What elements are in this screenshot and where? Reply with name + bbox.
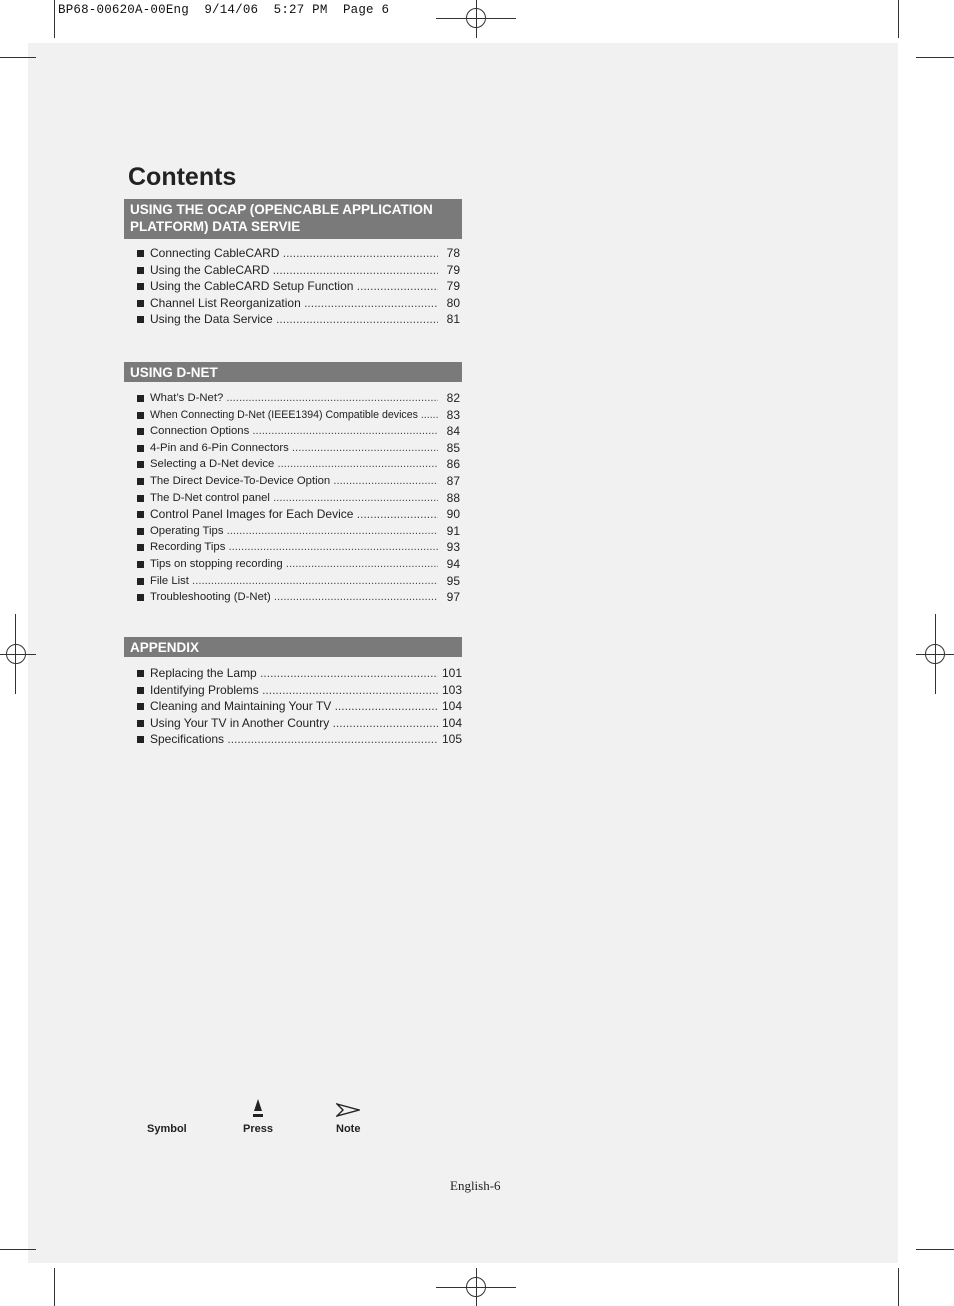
toc-item-label: Using the CableCARD .....: [150, 262, 438, 279]
print-header: BP68-00620A-00Eng 9/14/06 5:27 PM Page 6: [58, 3, 390, 17]
toc-item-label: Operating Tips .....: [150, 523, 438, 540]
crop-mark: [54, 1268, 55, 1306]
bullet-icon: [137, 687, 144, 694]
legend-note-label: Note: [336, 1123, 361, 1135]
toc-item-label: File List .....: [150, 573, 438, 590]
crop-mark: [898, 0, 899, 38]
bullet-icon: [137, 395, 144, 402]
bullet-icon: [137, 445, 144, 452]
bullet-icon: [137, 544, 144, 551]
crop-mark: [0, 57, 36, 58]
toc-item-page: 79: [446, 279, 460, 294]
page-title: Contents: [128, 163, 237, 191]
toc-item-page: 97: [446, 590, 460, 605]
bullet-icon: [137, 736, 144, 743]
toc-item-page: 91: [446, 523, 460, 538]
toc-item-label: What’s D-Net? .....: [150, 390, 438, 407]
bullet-icon: [137, 578, 144, 585]
toc-item-page: 94: [446, 556, 460, 571]
toc-list-appendix: [137, 665, 462, 748]
section-heading-ocap: USING THE OCAP (OPENCABLE APPLICATION PLATFORM) DATA SERVIE: [124, 199, 462, 239]
bullet-icon: [137, 594, 144, 601]
toc-item[interactable]: [137, 731, 462, 748]
toc-item-page: 86: [446, 457, 460, 472]
toc-item-label: Channel List Reorganization .....: [150, 295, 438, 312]
toc-item-label: Connection Options .....: [150, 423, 438, 440]
bullet-icon: [137, 461, 144, 468]
toc-item-page: 93: [446, 540, 460, 555]
toc-item[interactable]: [137, 573, 460, 590]
bullet-icon: [137, 703, 144, 710]
toc-item[interactable]: [137, 440, 460, 457]
toc-item-label: Connecting CableCARD .....: [150, 245, 438, 262]
toc-item-page: 101: [441, 666, 462, 680]
toc-item-label: Control Panel Images for Each Device .....: [150, 506, 438, 523]
legend-symbol-label: Symbol: [147, 1123, 187, 1135]
toc-item[interactable]: [137, 456, 460, 473]
toc-item[interactable]: [137, 490, 460, 507]
crop-mark: [54, 0, 55, 38]
toc-item-page: 104: [441, 715, 462, 730]
toc-item-page: 88: [446, 490, 460, 505]
bullet-icon: [137, 670, 144, 677]
toc-item-page: 80: [446, 295, 460, 310]
toc-item[interactable]: [137, 262, 460, 279]
toc-item-label: 4-Pin and 6-Pin Connectors .....: [150, 440, 438, 457]
toc-item-page: 105: [441, 732, 462, 747]
toc-list-dnet: [137, 390, 460, 606]
crop-mark: [898, 1268, 899, 1306]
toc-item-label: Tips on stopping recording .....: [150, 556, 438, 573]
registration-circle: [925, 644, 945, 664]
toc-item-label: Using the Data Service .....: [150, 311, 438, 328]
toc-item-label: Replacing the Lamp .....: [150, 665, 438, 682]
toc-item-label: Identifying Problems .....: [150, 682, 438, 699]
bullet-icon: [137, 495, 144, 502]
toc-item-label: Cleaning and Maintaining Your TV .....: [150, 698, 438, 715]
toc-item-label: The Direct Device-To-Device Option .....: [150, 473, 438, 490]
bullet-icon: [137, 478, 144, 485]
toc-item-page: 103: [441, 682, 462, 697]
registration-circle: [466, 1277, 486, 1297]
toc-item[interactable]: [137, 665, 462, 682]
bullet-icon: [137, 267, 144, 274]
toc-item-label: Recording Tips .....: [150, 539, 438, 556]
toc-item[interactable]: [137, 407, 460, 424]
toc-item-label: Selecting a D-Net device .....: [150, 456, 438, 473]
page-footer: English-6: [450, 1178, 501, 1193]
crop-mark: [916, 57, 954, 58]
toc-item[interactable]: [137, 506, 460, 523]
toc-item-page: 95: [446, 573, 460, 588]
toc-item-page: 81: [446, 312, 460, 327]
crop-mark: [916, 1249, 954, 1250]
crop-mark: [0, 1249, 36, 1250]
bullet-icon: [137, 250, 144, 257]
toc-item[interactable]: [137, 278, 460, 295]
bullet-icon: [137, 300, 144, 307]
toc-item-page: 90: [446, 507, 460, 522]
toc-item[interactable]: [137, 423, 460, 440]
toc-item-label: The D-Net control panel .....: [150, 490, 438, 507]
toc-item-page: 104: [441, 699, 462, 714]
toc-item[interactable]: [137, 539, 460, 556]
toc-item[interactable]: [137, 311, 460, 328]
toc-item-label: Using the CableCARD Setup Function .....: [150, 278, 438, 295]
toc-item[interactable]: [137, 589, 460, 606]
toc-item-page: 87: [446, 473, 460, 488]
toc-item-page: 84: [446, 424, 460, 439]
toc-item-label: Specifications .....: [150, 731, 438, 748]
toc-item-page: 82: [446, 391, 460, 405]
legend-press-label: Press: [243, 1123, 273, 1135]
registration-circle: [6, 644, 26, 664]
section-heading-dnet: USING D-NET: [124, 362, 462, 382]
bullet-icon: [137, 511, 144, 518]
toc-item-page: 83: [446, 407, 460, 422]
bullet-icon: [137, 561, 144, 568]
note-pointer-icon: [336, 1103, 360, 1117]
toc-item[interactable]: [137, 245, 460, 262]
toc-item[interactable]: [137, 556, 460, 573]
toc-item[interactable]: [137, 682, 462, 699]
bullet-icon: [137, 428, 144, 435]
toc-item[interactable]: [137, 715, 462, 732]
toc-item-label: Using Your TV in Another Country .....: [150, 715, 438, 732]
bullet-icon: [137, 720, 144, 727]
bullet-icon: [137, 283, 144, 290]
section-heading-appendix: APPENDIX: [124, 637, 462, 657]
toc-item[interactable]: [137, 523, 460, 540]
toc-item-label: When Connecting D-Net (IEEE1394) Compatible devices .....: [150, 407, 438, 424]
registration-circle: [466, 8, 486, 28]
toc-list-ocap: [137, 245, 460, 328]
toc-item[interactable]: [137, 295, 460, 312]
bullet-icon: [137, 412, 144, 419]
toc-item-label: Troubleshooting (D-Net) .....: [150, 589, 438, 606]
bullet-icon: [137, 528, 144, 535]
bullet-icon: [137, 316, 144, 323]
toc-item[interactable]: [137, 473, 460, 490]
press-arrow-icon: [251, 1098, 265, 1120]
toc-item[interactable]: [137, 390, 460, 407]
toc-item-page: 79: [446, 262, 460, 277]
toc-item-page: 78: [446, 246, 460, 260]
toc-item[interactable]: [137, 698, 462, 715]
toc-item-page: 85: [446, 440, 460, 455]
